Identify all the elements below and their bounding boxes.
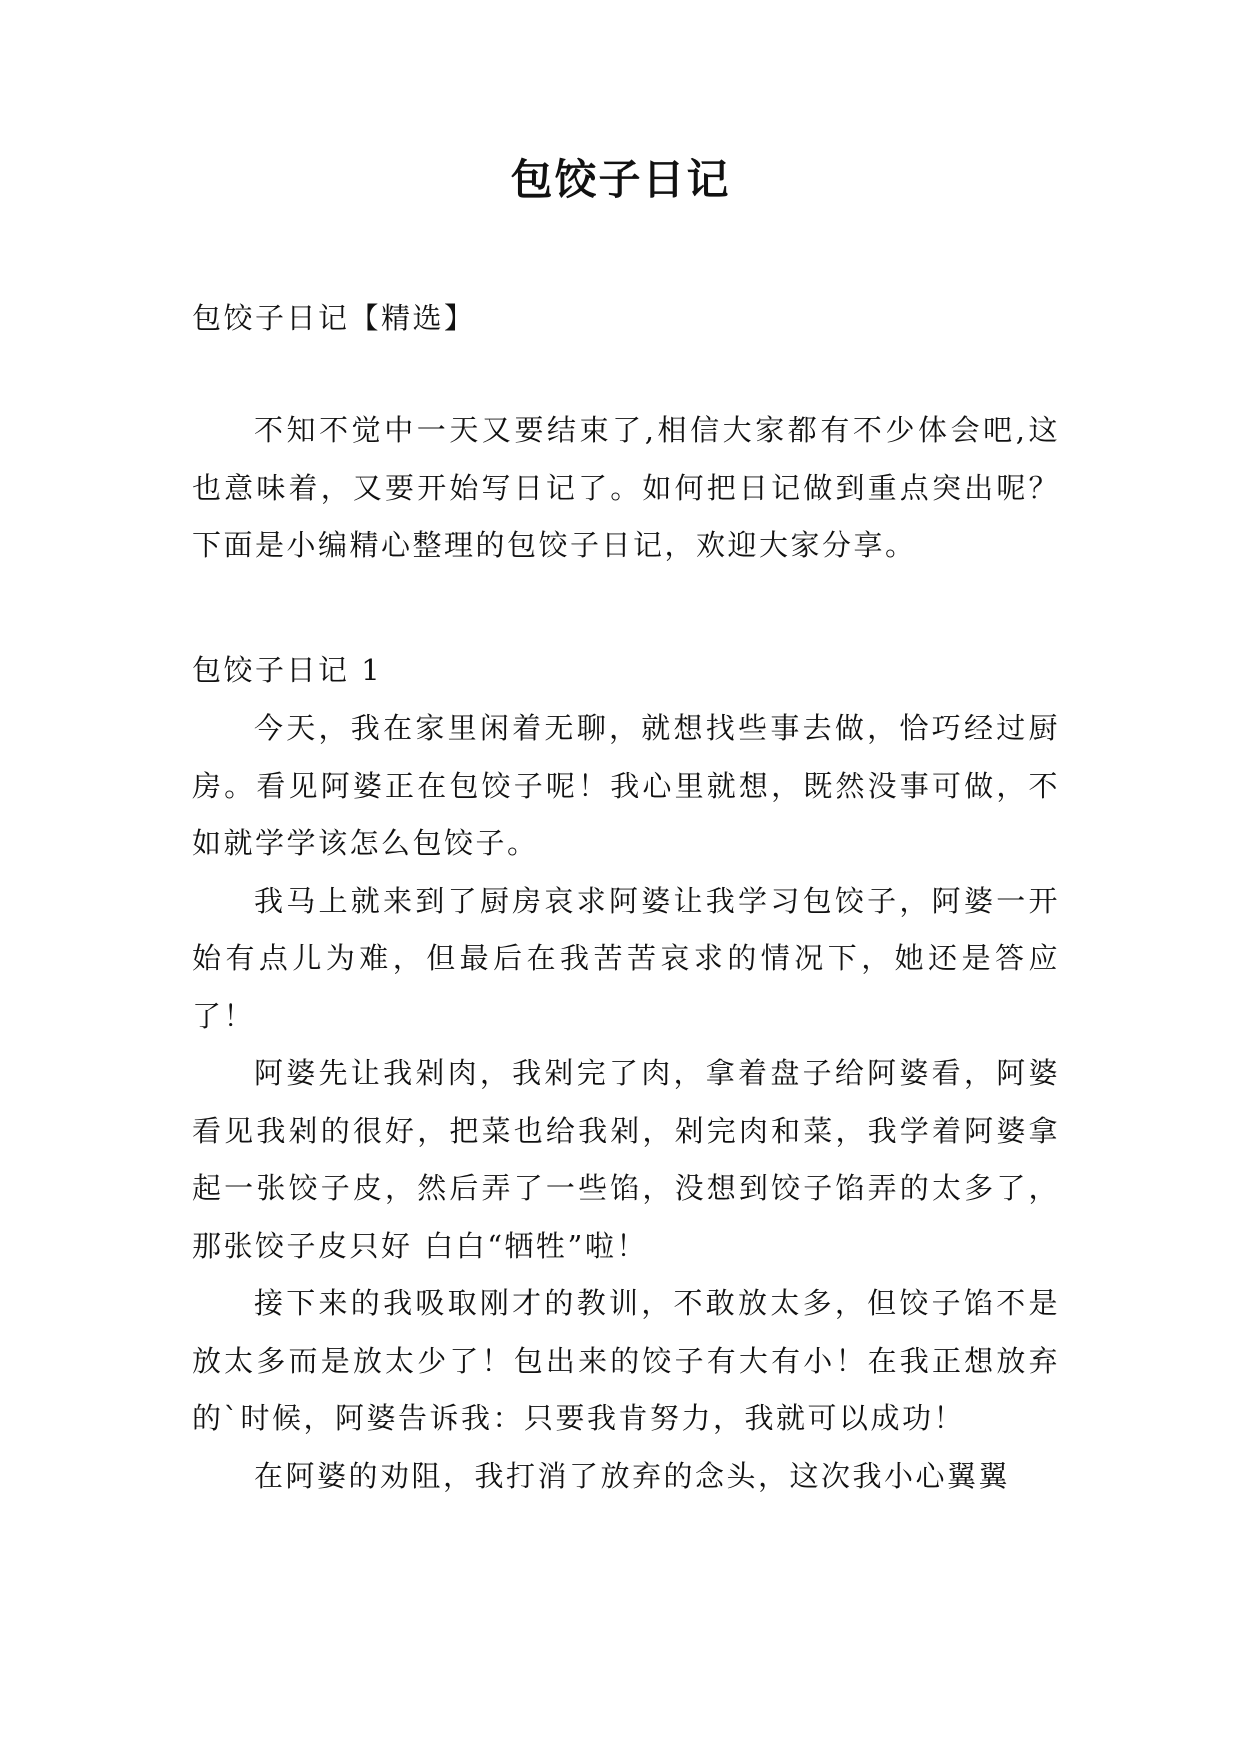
intro-paragraph: 不知不觉中一天又要结束了,相信大家都有不少体会吧,这也意味着，又要开始写日记了。如何把日记做到重点突出呢？下面是小编精心整理的包饺子日记，欢迎大家分享。 — [192, 413, 1060, 562]
body-paragraph: 今天，我在家里闲着无聊，就想找些事去做，恰巧经过厨房。看见阿婆正在包饺子呢！我心里就想，既然没事可做，不如就学学该怎么包饺子。 — [192, 711, 1060, 860]
section-heading: 包饺子日记 1 — [192, 653, 383, 687]
body-paragraph: 阿婆先让我剁肉，我剁完了肉，拿着盘子给阿婆看，阿婆看见我剁的很好，把菜也给我剁，剁完肉和菜，我学着阿婆拿起一张饺子皮，然后弄了一些馅，没想到饺子馅弄的太多了，那张饺子皮只好 白白“牺牲”啦！ — [192, 1056, 1060, 1263]
diary-body — [192, 700, 1060, 1505]
body-paragraph: 在阿婆的劝阻，我打消了放弃的念头，这次我小心翼翼 — [254, 1458, 1011, 1493]
document-subtitle: 包饺子日记【精选】 — [192, 301, 476, 335]
body-paragraph: 我马上就来到了厨房哀求阿婆让我学习包饺子，阿婆一开始有点儿为难，但最后在我苦苦哀求的情况下，她还是答应了！ — [192, 883, 1060, 1033]
document-title: 包饺子日记 — [510, 155, 731, 204]
body-paragraph: 接下来的我吸取刚才的教训，不敢放太多，但饺子馅不是放太多而是放太少了！包出来的饺子有大有小！在我正想放弃的`时候，阿婆告诉我：只要我肯努力，我就可以成功！ — [192, 1286, 1060, 1435]
